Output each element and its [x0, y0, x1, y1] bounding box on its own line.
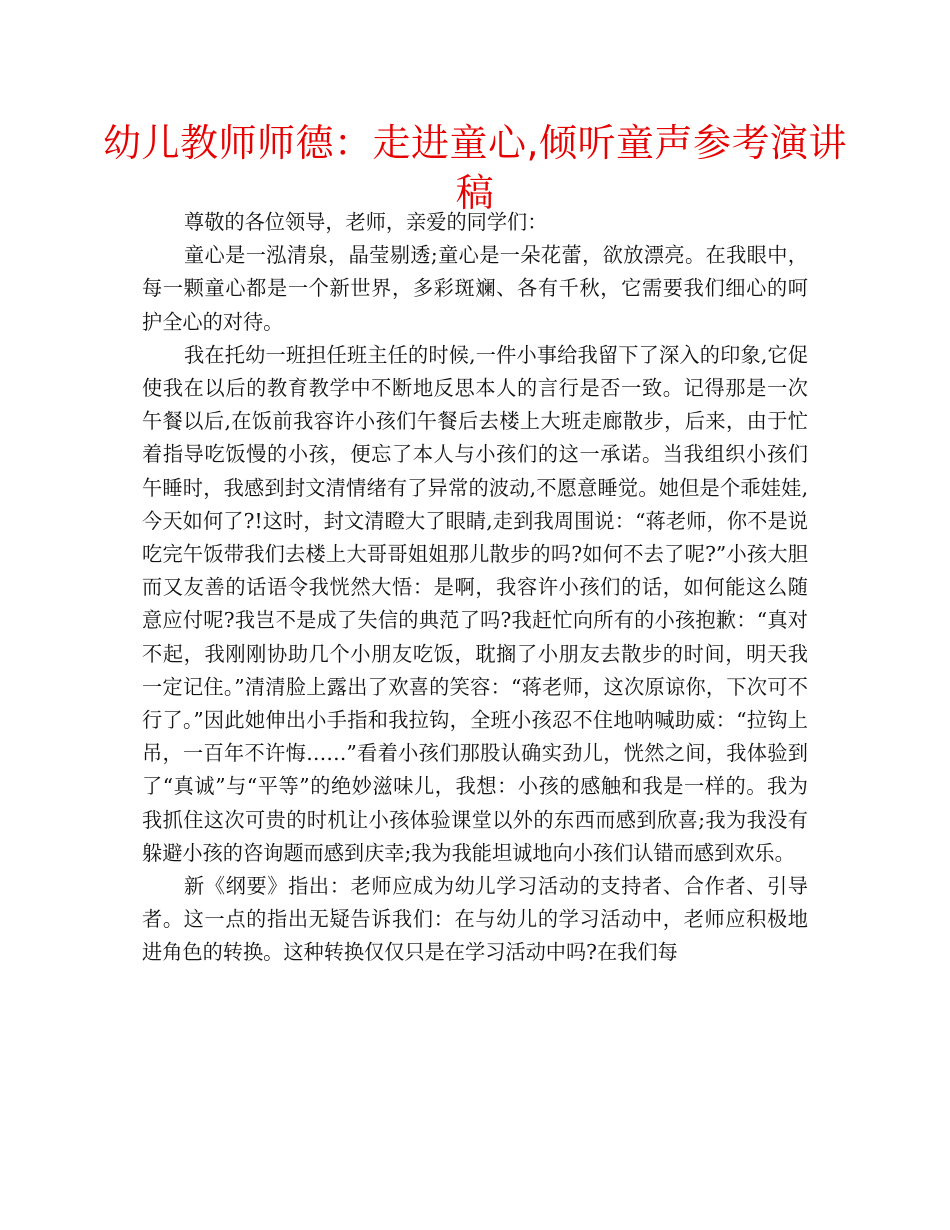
document-title: 幼儿教师师德：走进童心,倾听童声参考演讲稿 [102, 121, 848, 215]
paragraph: 童心是一泓清泉，晶莹剔透;童心是一朵花蕾，欲放漂亮。在我眼中，每一颗童心都是一个新世界，多彩斑斓、各有千秋，它需要我们细心的呵护全心的对待。 [142, 243, 808, 334]
paragraph-greeting: 尊敬的各位领导，老师，亲爱的同学们： [184, 210, 548, 234]
paragraph: 我在托幼一班担任班主任的时候,一件小事给我留下了深入的印象,它促使我在以后的教育教学中不断地反思本人的言行是否一致。记得那是一次午餐以后,在饭前我容许小孩们午餐后去楼上大班走廊散步，后来，由于忙着指导吃饭慢的小孩，便忘了本人与小孩们的这一承诺。当我组织小孩们午睡时，我感到封文清情绪有了异常的波动,不愿意睡觉。她但是个乖娃娃,今天如何了?!这时，封文清瞪大了眼睛,走到我周围说：“蒋老师，你不是说吃完午饭带我们去楼上大哥哥姐姐那儿散步的吗?如何不去了呢?”小孩大胆而又友善的话语令我恍然大悟：是啊，我容许小孩们的话，如何能这么随意应付呢?我岂不是成了失信的典范了吗?我赶忙向所有的小孩抱歉：“真对不起，我刚刚协助几个小朋友吃饭，耽搁了小朋友去散步的时间，明天我一定记住。”清清脸上露出了欢喜的笑容：“蒋老师，这次原谅你，下次可不行了。”因此她伸出小手指和我拉钩，全班小孩忍不住地呐喊助威：“拉钩上吊，一百年不许悔……”看着小孩们那股认确实劲儿，恍然之间，我体验到了“真诚”与“平等”的绝妙滋味儿，我想：小孩的感触和我是一样的。我为我抓住这次可贵的时机让小孩体验课堂以外的东西而感到欣喜;我为我没有躲避小孩的咨询题而感到庆幸;我为我能坦诚地向小孩们认错而感到欢乐。 [142, 342, 808, 865]
document-body [142, 206, 808, 970]
paragraph: 新《纲要》指出：老师应成为幼儿学习活动的支持者、合作者、引导者。这一点的指出无疑告诉我们：在与幼儿的学习活动中，老师应积极地进角色的转换。这种转换仅仅只是在学习活动中吗?在我们每 [142, 874, 808, 965]
